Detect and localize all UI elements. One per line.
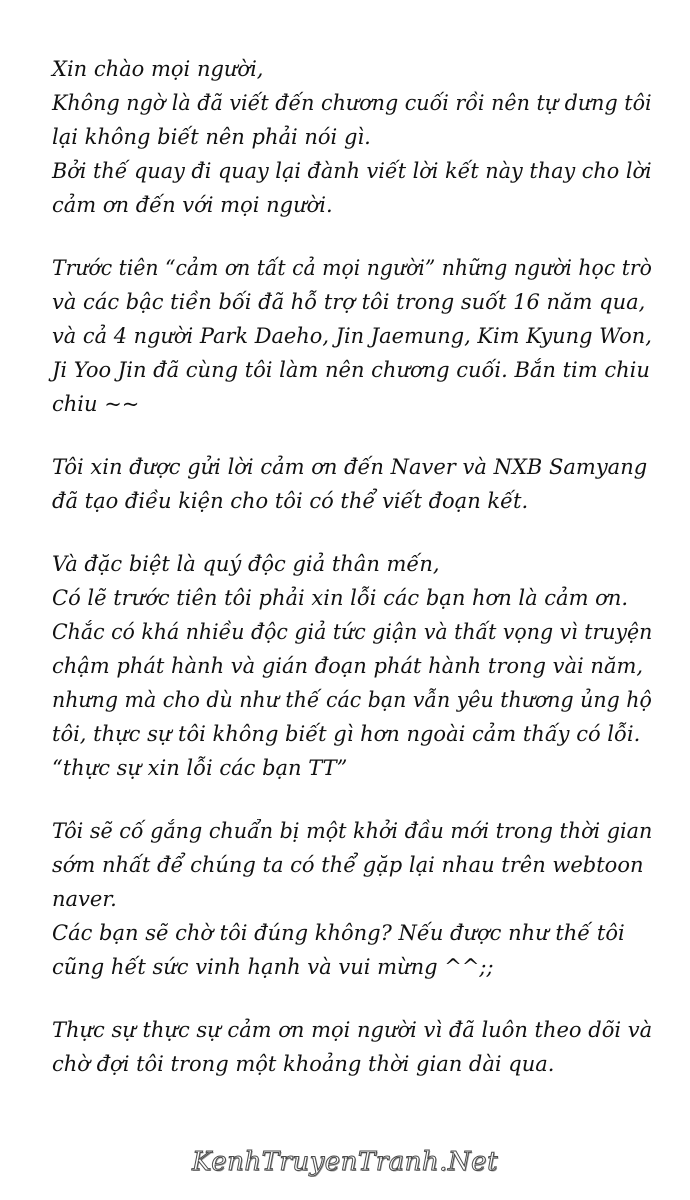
text-line: Ji Yoo Jin đã cùng tôi làm nên chương cuối. Bắn tim chiu: [52, 358, 650, 382]
paragraph-thanks-publisher: [52, 450, 652, 518]
text-line: và cả 4 người Park Daeho, Jin Jaemung, Kim Kyung Won,: [52, 324, 652, 348]
paragraph-new-start: [52, 814, 652, 984]
paragraph-closing: [52, 1013, 652, 1081]
text-line: tôi, thực sự tôi không biết gì hơn ngoài cảm thấy có lỗi.: [52, 722, 641, 746]
text-line: Tôi xin được gửi lời cảm ơn đến Naver và NXB Samyang: [52, 455, 648, 479]
text-line: Và đặc biệt là quý độc giả thân mến,: [52, 552, 440, 576]
text-line: Chắc có khá nhiều độc giả tức giận và thất vọng vì truyện: [52, 620, 653, 644]
text-line: Các bạn sẽ chờ tôi đúng không? Nếu được như thế tôi: [52, 921, 625, 945]
text-line: Bởi thế quay đi quay lại đành viết lời kết này thay cho lời: [52, 159, 652, 183]
text-line: đã tạo điều kiện cho tôi có thể viết đoạn kết.: [52, 489, 529, 513]
text-line: cảm ơn đến với mọi người.: [52, 193, 333, 217]
paragraph-gap: [52, 785, 652, 814]
afterword-letter: [52, 52, 652, 1081]
text-line: nhưng mà cho dù như thế các bạn vẫn yêu thương ủng hộ: [52, 688, 652, 712]
site-watermark: KenhTruyenTranh.Net: [191, 1147, 499, 1177]
paragraph-greeting: [52, 52, 652, 222]
text-line: chờ đợi tôi trong một khoảng thời gian dài qua.: [52, 1052, 555, 1076]
text-line: chiu ~~: [52, 392, 140, 416]
text-line: và các bậc tiền bối đã hỗ trợ tôi trong suốt 16 năm qua,: [52, 290, 646, 314]
paragraph-gap: [52, 984, 652, 1013]
paragraph-thanks-team: [52, 251, 652, 421]
paragraph-gap: [52, 222, 652, 251]
text-line: “thực sự xin lỗi các bạn TT”: [52, 756, 348, 780]
text-line: Tôi sẽ cố gắng chuẩn bị một khởi đầu mới trong thời gian: [52, 819, 653, 843]
paragraph-gap: [52, 421, 652, 450]
text-line: Thực sự thực sự cảm ơn mọi người vì đã luôn theo dõi và: [52, 1018, 653, 1042]
text-line: cũng hết sức vinh hạnh và vui mừng ^^;;: [52, 955, 494, 979]
text-line: lại không biết nên phải nói gì.: [52, 125, 371, 149]
text-line: Có lẽ trước tiên tôi phải xin lỗi các bạn hơn là cảm ơn.: [52, 586, 629, 610]
text-line: Xin chào mọi người,: [52, 57, 264, 81]
paragraph-gap: [52, 518, 652, 547]
text-line: naver.: [52, 887, 117, 911]
text-line: Trước tiên “cảm ơn tất cả mọi người” những người học trò: [52, 256, 652, 280]
text-line: Không ngờ là đã viết đến chương cuối rồi nên tự dưng tôi: [52, 91, 652, 115]
text-line: chậm phát hành và gián đoạn phát hành trong vài năm,: [52, 654, 644, 678]
text-line: sớm nhất để chúng ta có thể gặp lại nhau trên webtoon: [52, 853, 644, 877]
paragraph-apology-readers: [52, 547, 652, 785]
